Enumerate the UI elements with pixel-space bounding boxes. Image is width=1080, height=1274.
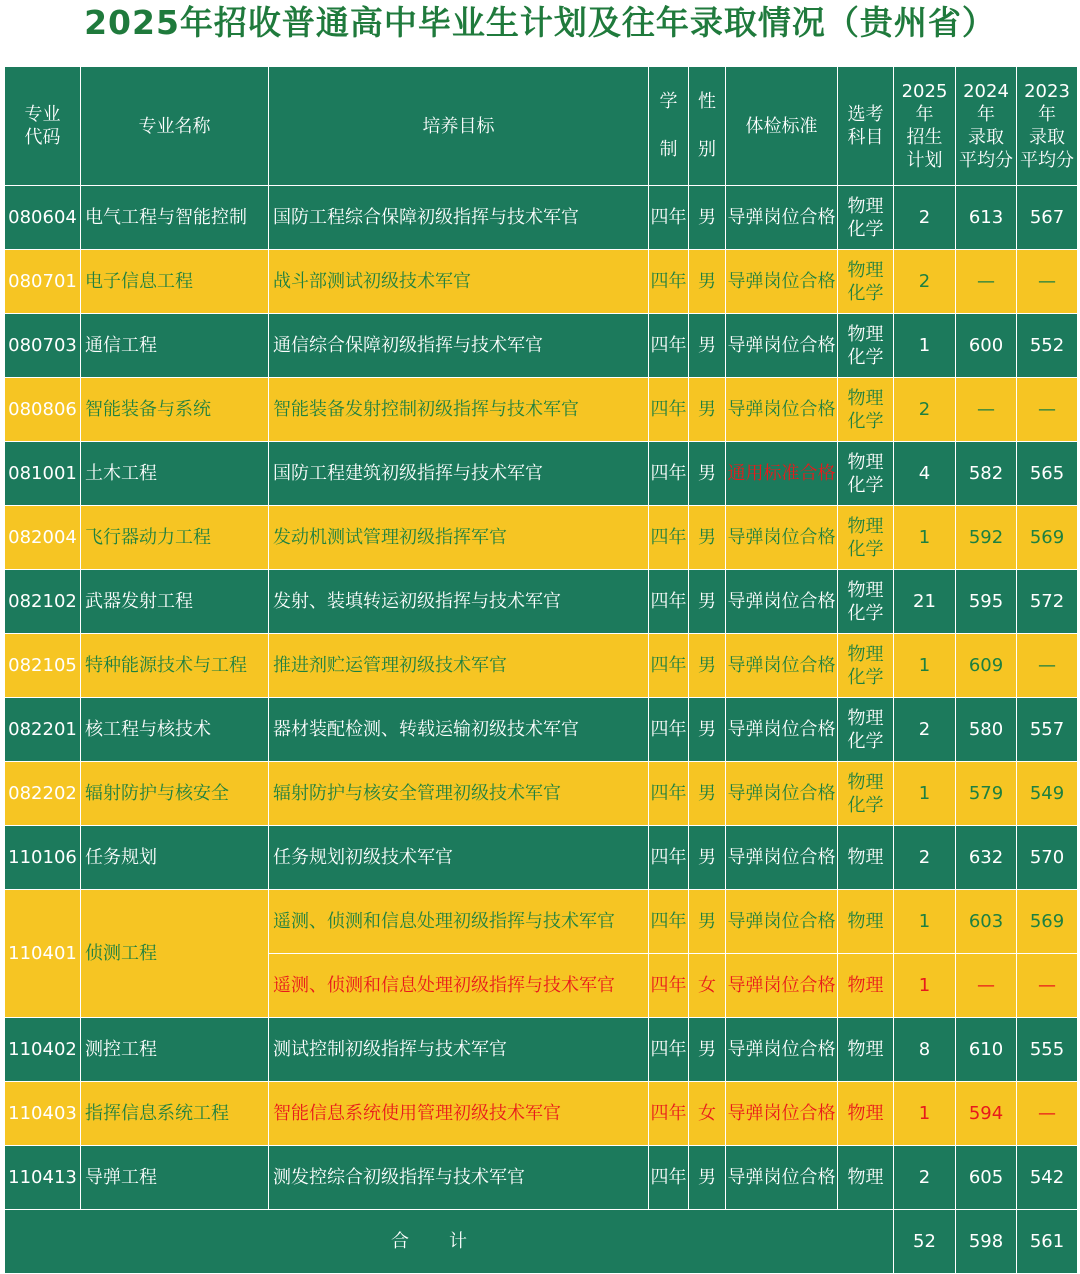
avg-score-2023: — bbox=[1017, 378, 1078, 442]
avg-score-2024: 579 bbox=[956, 762, 1017, 826]
major-code: 110403 bbox=[5, 1082, 81, 1146]
study-years: 四年 bbox=[649, 442, 689, 506]
medical-standard: 导弹岗位合格 bbox=[726, 570, 838, 634]
training-goal: 发动机测试管理初级指挥军官 bbox=[269, 506, 649, 570]
training-goal: 战斗部测试初级技术军官 bbox=[269, 250, 649, 314]
study-years: 四年 bbox=[649, 634, 689, 698]
major-name: 电子信息工程 bbox=[81, 250, 269, 314]
training-goal: 任务规划初级技术军官 bbox=[269, 826, 649, 890]
study-years: 四年 bbox=[649, 1082, 689, 1146]
avg-score-2023: 557 bbox=[1017, 698, 1078, 762]
sex: 男 bbox=[689, 250, 726, 314]
avg-score-2024: — bbox=[956, 250, 1017, 314]
elective-subjects: 物理 化学 bbox=[838, 762, 894, 826]
sex: 男 bbox=[689, 634, 726, 698]
avg-score-2024: 609 bbox=[956, 634, 1017, 698]
major-name: 土木工程 bbox=[81, 442, 269, 506]
study-years: 四年 bbox=[649, 378, 689, 442]
study-years: 四年 bbox=[649, 1018, 689, 1082]
header-avg-2024: 2024年 录取 平均分 bbox=[956, 67, 1017, 186]
plan-2025: 1 bbox=[894, 954, 956, 1018]
table-row bbox=[5, 890, 1078, 954]
major-name: 侦测工程 bbox=[81, 890, 269, 1018]
avg-score-2023: — bbox=[1017, 250, 1078, 314]
avg-score-2023: 552 bbox=[1017, 314, 1078, 378]
sex: 女 bbox=[689, 954, 726, 1018]
medical-standard: 通用标准合格 bbox=[726, 442, 838, 506]
elective-subjects: 物理 化学 bbox=[838, 314, 894, 378]
total-avg-2024: 598 bbox=[956, 1210, 1017, 1274]
medical-standard: 导弹岗位合格 bbox=[726, 250, 838, 314]
avg-score-2023: 565 bbox=[1017, 442, 1078, 506]
avg-score-2024: 580 bbox=[956, 698, 1017, 762]
major-code: 082201 bbox=[5, 698, 81, 762]
table-row bbox=[5, 762, 1078, 826]
sex: 男 bbox=[689, 1018, 726, 1082]
plan-2025: 21 bbox=[894, 570, 956, 634]
plan-2025: 1 bbox=[894, 314, 956, 378]
header-avg-2023: 2023年 录取 平均分 bbox=[1017, 67, 1078, 186]
major-name: 测控工程 bbox=[81, 1018, 269, 1082]
elective-subjects: 物理 化学 bbox=[838, 378, 894, 442]
major-name: 电气工程与智能控制 bbox=[81, 186, 269, 250]
training-goal: 器材装配检测、转载运输初级技术军官 bbox=[269, 698, 649, 762]
elective-subjects: 物理 化学 bbox=[838, 250, 894, 314]
major-code: 080604 bbox=[5, 186, 81, 250]
major-code: 080701 bbox=[5, 250, 81, 314]
major-code: 080806 bbox=[5, 378, 81, 442]
elective-subjects: 物理 bbox=[838, 890, 894, 954]
medical-standard: 导弹岗位合格 bbox=[726, 378, 838, 442]
medical-standard: 导弹岗位合格 bbox=[726, 314, 838, 378]
sex: 男 bbox=[689, 570, 726, 634]
table-row bbox=[5, 1018, 1078, 1082]
elective-subjects: 物理 化学 bbox=[838, 442, 894, 506]
sex: 男 bbox=[689, 826, 726, 890]
plan-2025: 1 bbox=[894, 506, 956, 570]
table-row bbox=[5, 378, 1078, 442]
medical-standard: 导弹岗位合格 bbox=[726, 698, 838, 762]
avg-score-2023: 542 bbox=[1017, 1146, 1078, 1210]
major-code: 110402 bbox=[5, 1018, 81, 1082]
sex: 男 bbox=[689, 506, 726, 570]
study-years: 四年 bbox=[649, 186, 689, 250]
avg-score-2024: 610 bbox=[956, 1018, 1017, 1082]
major-name: 任务规划 bbox=[81, 826, 269, 890]
study-years: 四年 bbox=[649, 506, 689, 570]
medical-standard: 导弹岗位合格 bbox=[726, 826, 838, 890]
sex: 男 bbox=[689, 762, 726, 826]
avg-score-2024: 603 bbox=[956, 890, 1017, 954]
training-goal: 智能信息系统使用管理初级技术军官 bbox=[269, 1082, 649, 1146]
sex: 男 bbox=[689, 186, 726, 250]
plan-2025: 1 bbox=[894, 634, 956, 698]
table-row bbox=[5, 1082, 1078, 1146]
table-row bbox=[5, 570, 1078, 634]
avg-score-2023: 569 bbox=[1017, 890, 1078, 954]
avg-score-2024: 613 bbox=[956, 186, 1017, 250]
training-goal: 辐射防护与核安全管理初级技术军官 bbox=[269, 762, 649, 826]
elective-subjects: 物理 化学 bbox=[838, 506, 894, 570]
plan-2025: 2 bbox=[894, 378, 956, 442]
plan-2025: 1 bbox=[894, 890, 956, 954]
study-years: 四年 bbox=[649, 826, 689, 890]
avg-score-2023: — bbox=[1017, 634, 1078, 698]
medical-standard: 导弹岗位合格 bbox=[726, 762, 838, 826]
training-goal: 测发控综合初级指挥与技术军官 bbox=[269, 1146, 649, 1210]
avg-score-2024: — bbox=[956, 378, 1017, 442]
medical-standard: 导弹岗位合格 bbox=[726, 634, 838, 698]
major-code: 080703 bbox=[5, 314, 81, 378]
study-years: 四年 bbox=[649, 570, 689, 634]
elective-subjects: 物理 化学 bbox=[838, 634, 894, 698]
header-plan-2025: 2025年 招生 计划 bbox=[894, 67, 956, 186]
training-goal: 国防工程综合保障初级指挥与技术军官 bbox=[269, 186, 649, 250]
elective-subjects: 物理 bbox=[838, 1146, 894, 1210]
major-name: 通信工程 bbox=[81, 314, 269, 378]
major-name: 核工程与核技术 bbox=[81, 698, 269, 762]
avg-score-2024: 594 bbox=[956, 1082, 1017, 1146]
table-row bbox=[5, 314, 1078, 378]
medical-standard: 导弹岗位合格 bbox=[726, 186, 838, 250]
plan-2025: 1 bbox=[894, 762, 956, 826]
avg-score-2024: 595 bbox=[956, 570, 1017, 634]
medical-standard: 导弹岗位合格 bbox=[726, 1082, 838, 1146]
avg-score-2023: 572 bbox=[1017, 570, 1078, 634]
table-header bbox=[5, 67, 1078, 186]
table-row bbox=[5, 1146, 1078, 1210]
medical-standard: 导弹岗位合格 bbox=[726, 506, 838, 570]
header-sex: 性 别 bbox=[689, 67, 726, 186]
elective-subjects: 物理 bbox=[838, 1018, 894, 1082]
plan-2025: 8 bbox=[894, 1018, 956, 1082]
avg-score-2023: 555 bbox=[1017, 1018, 1078, 1082]
avg-score-2023: — bbox=[1017, 1082, 1078, 1146]
training-goal: 测试控制初级指挥与技术军官 bbox=[269, 1018, 649, 1082]
major-code: 081001 bbox=[5, 442, 81, 506]
elective-subjects: 物理 化学 bbox=[838, 570, 894, 634]
admission-table bbox=[4, 66, 1078, 1274]
major-name: 武器发射工程 bbox=[81, 570, 269, 634]
elective-subjects: 物理 bbox=[838, 954, 894, 1018]
table-row bbox=[5, 442, 1078, 506]
plan-2025: 1 bbox=[894, 1082, 956, 1146]
avg-score-2024: 632 bbox=[956, 826, 1017, 890]
header-code: 专业 代码 bbox=[5, 67, 81, 186]
major-code: 082102 bbox=[5, 570, 81, 634]
table-row bbox=[5, 634, 1078, 698]
table-row bbox=[5, 250, 1078, 314]
training-goal: 发射、装填转运初级指挥与技术军官 bbox=[269, 570, 649, 634]
header-years: 学 制 bbox=[649, 67, 689, 186]
table-row bbox=[5, 826, 1078, 890]
major-code: 110106 bbox=[5, 826, 81, 890]
medical-standard: 导弹岗位合格 bbox=[726, 890, 838, 954]
major-code: 082004 bbox=[5, 506, 81, 570]
medical-standard: 导弹岗位合格 bbox=[726, 954, 838, 1018]
avg-score-2023: — bbox=[1017, 954, 1078, 1018]
study-years: 四年 bbox=[649, 314, 689, 378]
major-name: 特种能源技术与工程 bbox=[81, 634, 269, 698]
total-label: 合计 bbox=[5, 1210, 894, 1274]
major-code: 082202 bbox=[5, 762, 81, 826]
medical-standard: 导弹岗位合格 bbox=[726, 1146, 838, 1210]
training-goal: 国防工程建筑初级指挥与技术军官 bbox=[269, 442, 649, 506]
total-avg-2023: 561 bbox=[1017, 1210, 1078, 1274]
medical-standard: 导弹岗位合格 bbox=[726, 1018, 838, 1082]
plan-2025: 2 bbox=[894, 826, 956, 890]
table-row bbox=[5, 698, 1078, 762]
avg-score-2023: 567 bbox=[1017, 186, 1078, 250]
study-years: 四年 bbox=[649, 890, 689, 954]
avg-score-2023: 569 bbox=[1017, 506, 1078, 570]
major-name: 指挥信息系统工程 bbox=[81, 1082, 269, 1146]
avg-score-2024: 582 bbox=[956, 442, 1017, 506]
major-name: 智能装备与系统 bbox=[81, 378, 269, 442]
sex: 男 bbox=[689, 442, 726, 506]
plan-2025: 4 bbox=[894, 442, 956, 506]
avg-score-2023: 570 bbox=[1017, 826, 1078, 890]
training-goal: 通信综合保障初级指挥与技术军官 bbox=[269, 314, 649, 378]
sex: 男 bbox=[689, 378, 726, 442]
plan-2025: 2 bbox=[894, 250, 956, 314]
elective-subjects: 物理 bbox=[838, 826, 894, 890]
major-name: 导弹工程 bbox=[81, 1146, 269, 1210]
elective-subjects: 物理 bbox=[838, 1082, 894, 1146]
major-code: 110401 bbox=[5, 890, 81, 1018]
training-goal: 遥测、侦测和信息处理初级指挥与技术军官 bbox=[269, 954, 649, 1018]
avg-score-2024: 600 bbox=[956, 314, 1017, 378]
header-goal: 培养目标 bbox=[269, 67, 649, 186]
page-title: 2025年招收普通高中毕业生计划及往年录取情况（贵州省） bbox=[84, 3, 996, 42]
avg-score-2023: 549 bbox=[1017, 762, 1078, 826]
major-name: 飞行器动力工程 bbox=[81, 506, 269, 570]
study-years: 四年 bbox=[649, 698, 689, 762]
header-name: 专业名称 bbox=[81, 67, 269, 186]
training-goal: 推进剂贮运管理初级技术军官 bbox=[269, 634, 649, 698]
sex: 男 bbox=[689, 890, 726, 954]
major-code: 110413 bbox=[5, 1146, 81, 1210]
table-row bbox=[5, 186, 1078, 250]
study-years: 四年 bbox=[649, 250, 689, 314]
study-years: 四年 bbox=[649, 762, 689, 826]
major-name: 辐射防护与核安全 bbox=[81, 762, 269, 826]
header-standard: 体检标准 bbox=[726, 67, 838, 186]
elective-subjects: 物理 化学 bbox=[838, 698, 894, 762]
avg-score-2024: 592 bbox=[956, 506, 1017, 570]
elective-subjects: 物理 化学 bbox=[838, 186, 894, 250]
major-code: 082105 bbox=[5, 634, 81, 698]
sex: 男 bbox=[689, 1146, 726, 1210]
plan-2025: 2 bbox=[894, 186, 956, 250]
plan-2025: 2 bbox=[894, 1146, 956, 1210]
training-goal: 智能装备发射控制初级指挥与技术军官 bbox=[269, 378, 649, 442]
table-footer bbox=[5, 1210, 1078, 1274]
table-row bbox=[5, 506, 1078, 570]
total-plan-2025: 52 bbox=[894, 1210, 956, 1274]
sex: 女 bbox=[689, 1082, 726, 1146]
avg-score-2024: 605 bbox=[956, 1146, 1017, 1210]
header-subjects: 选考 科目 bbox=[838, 67, 894, 186]
study-years: 四年 bbox=[649, 1146, 689, 1210]
sex: 男 bbox=[689, 314, 726, 378]
plan-2025: 2 bbox=[894, 698, 956, 762]
training-goal: 遥测、侦测和信息处理初级指挥与技术军官 bbox=[269, 890, 649, 954]
avg-score-2024: — bbox=[956, 954, 1017, 1018]
study-years: 四年 bbox=[649, 954, 689, 1018]
sex: 男 bbox=[689, 698, 726, 762]
